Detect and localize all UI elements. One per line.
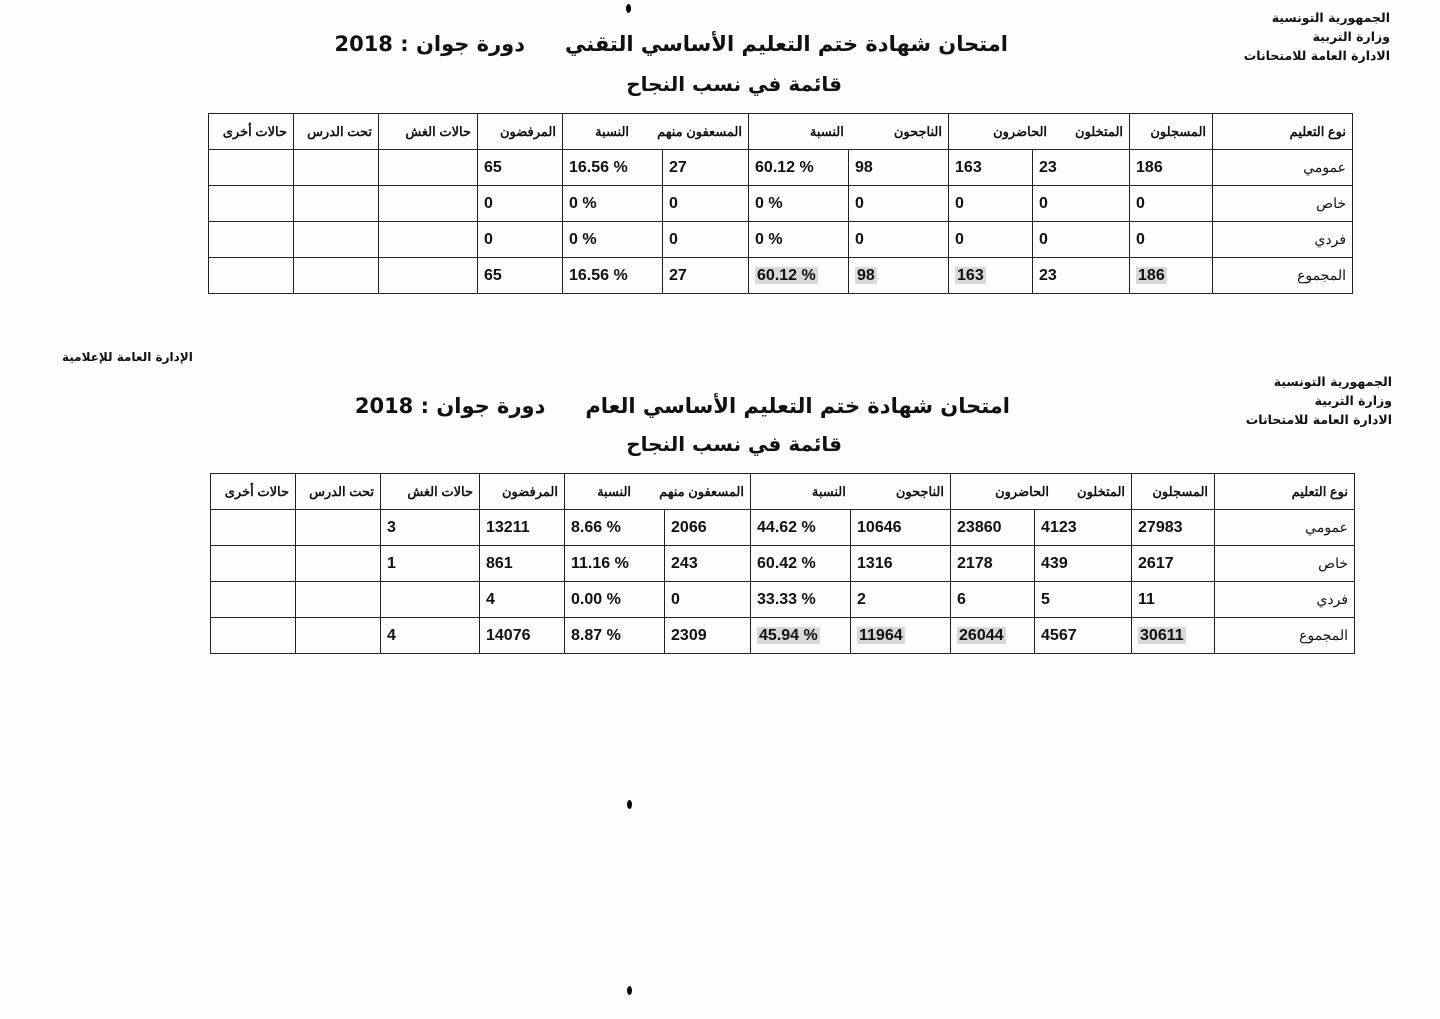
- header-assisted-ratio: النسبة: [597, 483, 632, 499]
- header-under-study: تحت الدرس: [296, 474, 381, 510]
- header-passed: الناجحون: [893, 123, 943, 139]
- scan-mark: [626, 4, 631, 13]
- table-row: [209, 186, 1353, 222]
- cell-passed: 0: [849, 222, 949, 258]
- header-assisted: [565, 474, 751, 510]
- cell-rejected: 14076: [480, 618, 565, 654]
- cell-passed: 98: [849, 150, 949, 186]
- cell-under-study: [294, 150, 379, 186]
- highlighted-value: % 60.12: [757, 266, 816, 284]
- cell-assisted: 0: [665, 582, 751, 618]
- cell-under-study: [296, 510, 381, 546]
- cell-assisted: 27: [663, 150, 749, 186]
- results-table-technical: [208, 113, 1353, 294]
- header-absent: المتخلون: [1075, 123, 1124, 139]
- cell-type: عمومي: [1213, 150, 1353, 186]
- cell-present: 23860: [951, 510, 1035, 546]
- cell-registered: 11: [1132, 582, 1215, 618]
- cell-absent: 4567: [1035, 618, 1132, 654]
- cell-assisted-ratio: % 0: [563, 186, 663, 222]
- table-row: [211, 510, 1355, 546]
- cell-assisted: 2309: [665, 618, 751, 654]
- cell-ratio: % 0: [749, 186, 849, 222]
- cell-passed: 10646: [851, 510, 951, 546]
- highlighted-value: 26044: [959, 626, 1004, 644]
- cell-rejected: 0: [478, 186, 563, 222]
- cell-assisted: 2066: [665, 510, 751, 546]
- cell-other: [211, 582, 296, 618]
- cell-cheating: [381, 582, 480, 618]
- cell-assisted-ratio: % 8.66: [565, 510, 665, 546]
- cell-rejected: 13211: [480, 510, 565, 546]
- table-row: [209, 150, 1353, 186]
- header-passed: الناجحون: [895, 483, 945, 499]
- cell-under-study: [294, 186, 379, 222]
- ministry-name: وزارة التربية: [1312, 29, 1390, 44]
- cell-absent: 23: [1033, 150, 1130, 186]
- table-total-row: [211, 618, 1355, 654]
- cell-type: فردي: [1213, 222, 1353, 258]
- cell-registered: 0: [1130, 222, 1213, 258]
- ministry-name: وزارة التربية: [1314, 393, 1392, 408]
- cell-present: 163: [949, 150, 1033, 186]
- cell-present: 0: [949, 222, 1033, 258]
- cell-other: [211, 546, 296, 582]
- cell-type: خاص: [1215, 546, 1355, 582]
- highlighted-value: 98: [857, 266, 875, 284]
- exam-title-main: امتحان شهادة ختم التعليم الأساسي العام: [585, 394, 1010, 418]
- cell-rejected: 861: [480, 546, 565, 582]
- letterhead: [1244, 8, 1390, 65]
- cell-ratio: [749, 258, 849, 294]
- header-assisted-ratio: النسبة: [595, 123, 630, 139]
- cell-assisted-ratio: % 0: [563, 222, 663, 258]
- cell-absent: 0: [1033, 222, 1130, 258]
- cell-present: 0: [949, 186, 1033, 222]
- header-absent-present: [949, 114, 1130, 150]
- header-ratio: النسبة: [809, 123, 844, 139]
- header-registered: المسجلون: [1132, 474, 1215, 510]
- header-assisted-count: المسعفون منهم: [659, 483, 745, 499]
- cell-other: [209, 258, 294, 294]
- highlighted-value: 30611: [1140, 626, 1184, 644]
- cell-other: [209, 222, 294, 258]
- cell-registered: 0: [1130, 186, 1213, 222]
- list-subtitle: قائمة في نسب النجاح: [626, 432, 842, 456]
- header-other: حالات أخرى: [209, 114, 294, 150]
- highlighted-value: 163: [957, 266, 984, 284]
- cell-ratio: % 60.42: [751, 546, 851, 582]
- cell-type: المجموع: [1213, 258, 1353, 294]
- cell-present: 2178: [951, 546, 1035, 582]
- cell-type: فردي: [1215, 582, 1355, 618]
- header-absent-present: [951, 474, 1132, 510]
- header-under-study: تحت الدرس: [294, 114, 379, 150]
- cell-rejected: 65: [478, 258, 563, 294]
- cell-under-study: [294, 222, 379, 258]
- exam-title: [355, 394, 1010, 418]
- republic-name: الجمهورية التونسية: [1271, 10, 1390, 25]
- cell-assisted-ratio: % 11.16: [565, 546, 665, 582]
- cell-other: [209, 186, 294, 222]
- scan-mark: [627, 800, 632, 809]
- table-header-row: [209, 114, 1353, 150]
- cell-under-study: [294, 258, 379, 294]
- results-table-general: [210, 473, 1355, 654]
- table-row: [211, 546, 1355, 582]
- cell-under-study: [296, 546, 381, 582]
- highlighted-value: % 45.94: [759, 626, 818, 644]
- cell-ratio: % 0: [749, 222, 849, 258]
- highlighted-value: 186: [1138, 266, 1165, 284]
- cell-passed: [849, 258, 949, 294]
- cell-absent: 5: [1035, 582, 1132, 618]
- cell-absent: 23: [1033, 258, 1130, 294]
- header-rejected: المرفضون: [478, 114, 563, 150]
- cell-registered: 2617: [1132, 546, 1215, 582]
- cell-cheating: [379, 258, 478, 294]
- directorate-name: الادارة العامة للامتحانات: [1243, 48, 1390, 63]
- header-passed-ratio: [751, 474, 951, 510]
- cell-registered: [1132, 618, 1215, 654]
- cell-present: [951, 618, 1035, 654]
- cell-passed: 1316: [851, 546, 951, 582]
- cell-assisted-ratio: % 16.56: [563, 150, 663, 186]
- table-total-row: [209, 258, 1353, 294]
- cell-under-study: [296, 582, 381, 618]
- exam-title-session: دورة جوان : 2018: [334, 32, 525, 56]
- header-rejected: المرفضون: [480, 474, 565, 510]
- cell-assisted: 0: [663, 186, 749, 222]
- header-present: الحاضرون: [995, 483, 1050, 499]
- cell-cheating: 3: [381, 510, 480, 546]
- header-registered: المسجلون: [1130, 114, 1213, 150]
- cell-assisted-ratio: % 16.56: [563, 258, 663, 294]
- cell-registered: [1130, 258, 1213, 294]
- header-cheating: حالات الغش: [381, 474, 480, 510]
- cell-other: [211, 510, 296, 546]
- exam-title-main: امتحان شهادة ختم التعليم الأساسي التقني: [565, 32, 1008, 56]
- cell-rejected: 0: [478, 222, 563, 258]
- cell-cheating: [379, 186, 478, 222]
- exam-title-session: دورة جوان : 2018: [354, 394, 546, 418]
- cell-cheating: [379, 222, 478, 258]
- table-header-row: [211, 474, 1355, 510]
- header-present: الحاضرون: [993, 123, 1048, 139]
- letterhead: [1246, 372, 1392, 429]
- directorate-name: الادارة العامة للامتحانات: [1245, 412, 1392, 427]
- cell-cheating: 1: [381, 546, 480, 582]
- cell-other: [209, 150, 294, 186]
- cell-present: [949, 258, 1033, 294]
- list-subtitle: قائمة في نسب النجاح: [626, 72, 842, 96]
- header-passed-ratio: [749, 114, 949, 150]
- cell-under-study: [296, 618, 381, 654]
- cell-ratio: % 44.62: [751, 510, 851, 546]
- cell-rejected: 4: [480, 582, 565, 618]
- header-assisted: [563, 114, 749, 150]
- table-row: [209, 222, 1353, 258]
- exam-title: [334, 32, 1008, 56]
- cell-assisted-ratio: % 0.00: [565, 582, 665, 618]
- cell-assisted: 27: [663, 258, 749, 294]
- republic-name: الجمهورية التونسية: [1273, 374, 1392, 389]
- cell-ratio: % 60.12: [749, 150, 849, 186]
- cell-absent: 4123: [1035, 510, 1132, 546]
- cell-ratio: [751, 618, 851, 654]
- header-cheating: حالات الغش: [379, 114, 478, 150]
- cell-assisted: 0: [663, 222, 749, 258]
- cell-passed: [851, 618, 951, 654]
- cell-present: 6: [951, 582, 1035, 618]
- cell-assisted: 243: [665, 546, 751, 582]
- cell-type: خاص: [1213, 186, 1353, 222]
- header-type: نوع التعليم: [1215, 474, 1355, 510]
- cell-registered: 186: [1130, 150, 1213, 186]
- informatics-directorate-note: الإدارة العامة للإعلامية: [62, 350, 193, 364]
- cell-cheating: [379, 150, 478, 186]
- cell-assisted-ratio: % 8.87: [565, 618, 665, 654]
- cell-type: المجموع: [1215, 618, 1355, 654]
- cell-registered: 27983: [1132, 510, 1215, 546]
- cell-absent: 439: [1035, 546, 1132, 582]
- cell-passed: 2: [851, 582, 951, 618]
- cell-cheating: 4: [381, 618, 480, 654]
- cell-rejected: 65: [478, 150, 563, 186]
- scan-mark: [627, 986, 632, 995]
- highlighted-value: 11964: [859, 626, 903, 644]
- header-absent: المتخلون: [1077, 483, 1126, 499]
- header-other: حالات أخرى: [211, 474, 296, 510]
- cell-type: عمومي: [1215, 510, 1355, 546]
- table-row: [211, 582, 1355, 618]
- cell-ratio: % 33.33: [751, 582, 851, 618]
- header-assisted-count: المسعفون منهم: [657, 123, 743, 139]
- cell-absent: 0: [1033, 186, 1130, 222]
- header-type: نوع التعليم: [1213, 114, 1353, 150]
- cell-passed: 0: [849, 186, 949, 222]
- cell-other: [211, 618, 296, 654]
- header-ratio: النسبة: [811, 483, 846, 499]
